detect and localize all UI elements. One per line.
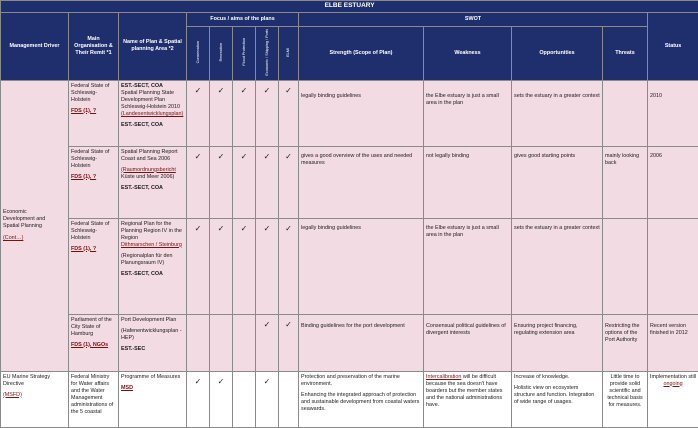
status-cell [648, 371, 698, 427]
status-cell: 2006 [648, 146, 698, 218]
status-text: Implementation still [650, 374, 696, 380]
check-mark-icon: ✓ [210, 371, 233, 427]
check-mark-icon: ✓ [279, 218, 299, 314]
threats-cell [603, 80, 648, 146]
plan-cell [119, 218, 187, 314]
driver-line: Spatial Planning [3, 223, 66, 230]
header-strength: Strength (Scope of Plan) [299, 27, 424, 81]
header-plan-name: Name of Plan & Spatial planning Area *2 [119, 13, 187, 81]
org-name: Federal Ministry for Water affairs and the Water Management administrations of the 5 coastal [71, 374, 116, 416]
org-name: Federal State of Schleswig-Holstein [71, 149, 116, 170]
opportunities-cell: sets the estuary in a greater context [512, 218, 603, 314]
plan-name: Spatial Planning Report Coast and Sea 2006 [121, 149, 184, 163]
weakness-cell: the Elbe estuary is just a small area in the plan [424, 80, 512, 146]
plan-link[interactable]: (Landesentwicklungsplan) [121, 111, 183, 117]
opportunities-cell: gives good starting points [512, 146, 603, 218]
org-name: Parliament of the City State of Hamburg [71, 317, 116, 338]
opportunities-text: Increase of knowledge. [514, 374, 600, 381]
check-mark-icon: ✓ [233, 80, 256, 146]
weakness-cell: Consensual political guidelines of divergent interests [424, 314, 512, 371]
check-mark-icon: ✓ [210, 218, 233, 314]
check-mark-icon: ✓ [256, 314, 279, 371]
check-mark-icon: ✓ [187, 80, 210, 146]
check-mark-icon: ✓ [279, 80, 299, 146]
strength-cell: gives a good overview of the uses and needed measures [299, 146, 424, 218]
table-row [1, 314, 698, 371]
table-row [1, 146, 698, 218]
strength-cell: Binding guidelines for the port development [299, 314, 424, 371]
header-focus-recreation: Recreation [210, 27, 233, 81]
plan-area-code: EST.-SEC [121, 346, 184, 353]
check-mark-icon: ✓ [233, 146, 256, 218]
header-weakness: Weakness [424, 27, 512, 81]
header-management-driver: Management Driver [1, 13, 69, 81]
plan-name: Regional Plan for the Planning Region IV in the Region [121, 221, 184, 242]
header-threats: Threats [603, 27, 648, 81]
driver-cell-economic [1, 80, 69, 371]
status-cell [648, 218, 698, 314]
table-row [1, 218, 698, 314]
threats-cell: mainly looking back [603, 146, 648, 218]
strength-text: Enhancing the integrated approach of protection and sustainable development from coastal waters seawards. [301, 392, 421, 413]
check-mark-icon: ✓ [187, 218, 210, 314]
header-focus-flood-protection: Flood Protection [233, 27, 256, 81]
plan-area-code: EST.-SECT, COA [121, 271, 184, 278]
intercalibration-link[interactable]: Intercalibration [426, 374, 461, 380]
driver-line: EU Marine Strategy [3, 374, 66, 381]
header-focus: Focus / aims of the plans [187, 13, 299, 27]
driver-line: Economic [3, 209, 66, 216]
strength-cell [299, 371, 424, 427]
check-mark-icon: ✓ [279, 146, 299, 218]
remit-code: FDS (1), NGOs [71, 342, 108, 348]
check-mark-icon: ✓ [256, 80, 279, 146]
plan-name: Port Development Plan [121, 317, 184, 324]
header-organisation: Main Organisation & Their Remit *1 [69, 13, 119, 81]
status-cell: Recent version finished in 2012 [648, 314, 698, 371]
org-name: Federal State of Schleswig-Holstein [71, 221, 116, 242]
header-focus-conservation: Conservation [187, 27, 210, 81]
check-mark-icon: ✓ [187, 146, 210, 218]
org-cell [69, 146, 119, 218]
weakness-cell: the Elbe estuary is just a small area in the plan [424, 218, 512, 314]
remit-code: FDS (1), ? [71, 108, 96, 114]
plan-name-rest: Küste und Meer 2006) [121, 174, 184, 181]
org-cell [69, 371, 119, 427]
weakness-cell: not legally binding [424, 146, 512, 218]
table-title: ELBE ESTUARY [1, 1, 698, 13]
plan-area-code: MSD [121, 385, 184, 392]
empty-check-cell [279, 371, 299, 427]
strength-cell: legally binding guidelines [299, 218, 424, 314]
plan-cell [119, 371, 187, 427]
driver-msfd-link[interactable]: (MSFD) [3, 392, 22, 398]
check-mark-icon: ✓ [233, 218, 256, 314]
empty-check-cell [210, 314, 233, 371]
header-swot: SWOT [299, 13, 648, 27]
driver-line: Directive [3, 381, 66, 388]
remit-code: FDS (1), ? [71, 246, 96, 252]
plan-link[interactable]: (Raumordnungsbericht [121, 167, 176, 173]
threats-cell [603, 218, 648, 314]
check-mark-icon: ✓ [210, 146, 233, 218]
empty-check-cell [233, 371, 256, 427]
strength-cell: legally binding guidelines [299, 80, 424, 146]
plan-name: Programme of Measures [121, 374, 184, 381]
org-cell [69, 80, 119, 146]
empty-check-cell [233, 314, 256, 371]
check-mark-icon: ✓ [256, 146, 279, 218]
empty-check-cell [187, 314, 210, 371]
opportunities-cell: Ensuring project financing, regulating extension area [512, 314, 603, 371]
plan-link[interactable]: Dithmarschen / Steinburg [121, 242, 182, 248]
table-row [1, 371, 698, 427]
plan-name-rest: (Hafenentwicklungsplan - HEP) [121, 328, 184, 342]
org-name: Federal State of Schleswig-Holstein [71, 83, 116, 104]
remit-code: FDS (1), ? [71, 174, 96, 180]
plan-cell [119, 314, 187, 371]
table-row [1, 80, 698, 146]
status-cell: 2010 [648, 80, 698, 146]
status-ongoing-link[interactable]: ongoing [663, 381, 682, 387]
plan-area-code: EST.-SECT, COA [121, 185, 184, 192]
header-focus-economic: Economic / Shipping / Ports [256, 27, 279, 81]
plan-name: Spatial Planning State Development Plan Schleswig-Holstein 2010 [121, 90, 184, 111]
header-focus-elmi: ELMI [279, 27, 299, 81]
driver-cont-link[interactable]: (Cont…) [3, 235, 23, 241]
plan-area-code: EST.-SECT, COA [121, 122, 184, 129]
check-mark-icon: ✓ [256, 218, 279, 314]
weakness-cell [424, 371, 512, 427]
check-mark-icon: ✓ [256, 371, 279, 427]
weakness-text: will be difficult because the sea doesn't have boarders but the member states and the national administrations have. [426, 374, 502, 408]
opportunities-cell: sets the estuary in a greater context [512, 80, 603, 146]
check-mark-icon: ✓ [187, 371, 210, 427]
threats-cell: Restricting the options of the Port Authority [603, 314, 648, 371]
check-mark-icon: ✓ [210, 80, 233, 146]
strength-text: Protection and preservation of the marine environment. [301, 374, 421, 388]
plan-name-rest: (Regionalplan für den Planungsraum IV) [121, 253, 184, 267]
opportunities-text: Holistic view on ecosystem structure and function. Integration of wide range of usages. [514, 385, 600, 406]
header-opportunities: Opportunities [512, 27, 603, 81]
plan-area-code: EST.-SECT, COA [121, 83, 184, 90]
driver-line: Development and [3, 216, 66, 223]
org-cell [69, 314, 119, 371]
plan-cell [119, 146, 187, 218]
plan-cell [119, 80, 187, 146]
org-cell [69, 218, 119, 314]
opportunities-cell [512, 371, 603, 427]
check-mark-icon: ✓ [279, 314, 299, 371]
threats-cell: Little time to provide solid scientific and technical basis for measures. [603, 371, 648, 427]
header-status: Status [648, 13, 698, 81]
driver-cell-msfd [1, 371, 69, 427]
